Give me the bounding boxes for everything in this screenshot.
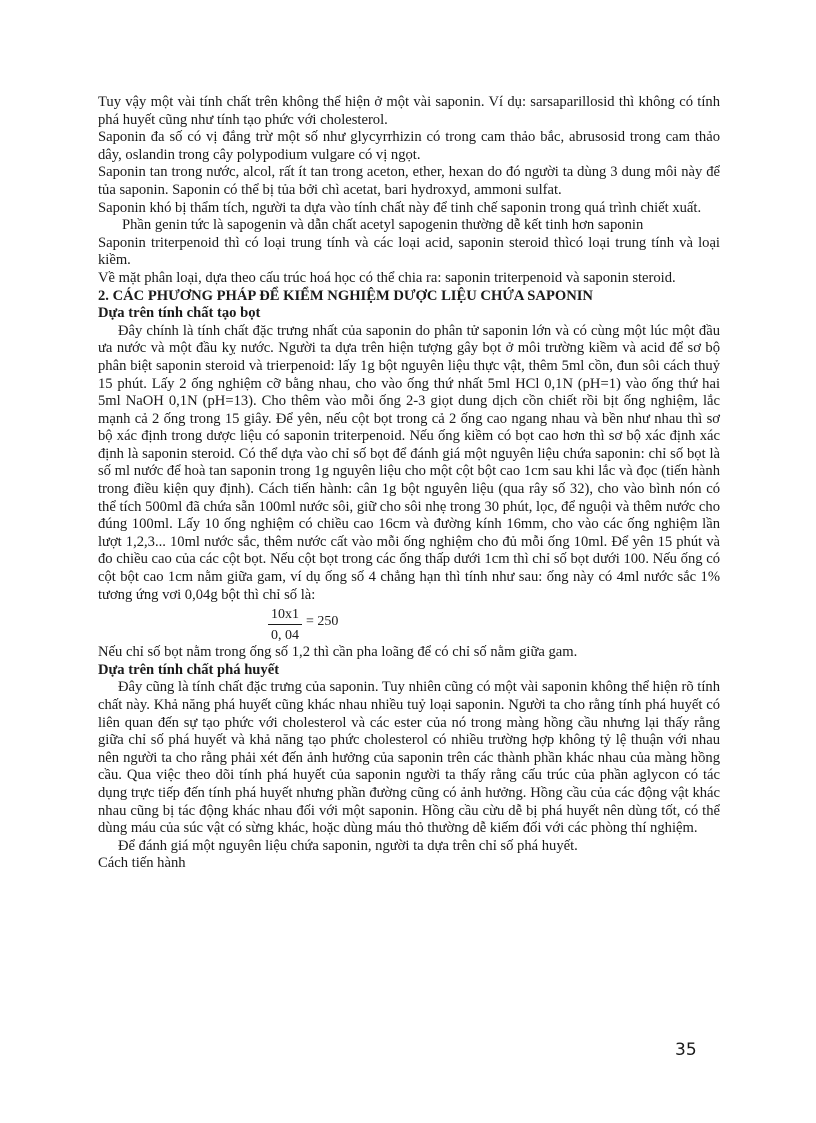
formula-result: = 250	[306, 614, 339, 630]
paragraph-genin: Phần genin tức là sapogenin và dẫn chất acetyl sapogenin thường dễ kết tinh hơn saponin	[122, 217, 644, 234]
section-heading: 2. CÁC PHƯƠNG PHÁP ĐỂ KIỂM NGHIỆM DƯỢC LIỆU CHỨA SAPONIN	[98, 287, 593, 304]
paragraph-exceptions: Tuy vậy một vài tính chất trên không thể hiện ở một vài saponin. Ví dụ: sarsaparillosid thì không có tính phá huyết cũng như tính tạo phức với cholesterol.	[98, 94, 720, 128]
paragraph-classification: Về mặt phân loại, dựa theo cấu trúc hoá học có thể chia ra: saponin triterpenoid và saponin steroid.	[98, 269, 676, 286]
formula-fraction	[268, 606, 302, 644]
page-number: 35	[675, 1040, 697, 1060]
paragraph-hemolysis: Đây cũng là tính chất đặc trưng của saponin. Tuy nhiên cũng có một vài saponin không thể hiện rõ tính chất này. Khả năng phá huyết cũng khác nhau nhiều tuỷ loại saponin. Người ta cho rằng tính phá huyết có liên quan đến sự tạo phức với cholesterol và các ester của nó trong màng hồng cầu nhưng lại thấy rằng giữa chỉ số phá huyết và khả năng tạo phức cholesterol có nhiều trường hợp không tỷ lệ thuận với nhau nên người ta cho rằng phải xét đến ảnh hưởng của saponin trên các thành phần khác nhau của màng hồng cầu. Qua việc theo dõi tính phá huyết của saponin người ta thấy rằng cấu trúc của phần aglycon có tác dụng trực tiếp đến tính phá huyết nhưng phần đường cũng có ảnh hưởng. Hồng cầu của các động vật khác nhau cũng bị tác động khác nhau đối với một saponin. Hồng cầu cừu dễ bị phá huyết nên dùng tốt, có thể dùng máu của súc vật có sừng khác, hoặc dùng máu thỏ thường dễ kiếm đối với các phòng thí nghiệm.	[98, 679, 720, 837]
paragraph-taste: Saponin đa số có vị đắng trừ một số như glycyrrhizin có trong cam thảo bắc, abrusosid trong cam thảo dây, oslandin trong cây polypodium vulgare có vị ngọt.	[98, 129, 720, 163]
formula-numerator: 10x1	[268, 606, 302, 625]
paragraph-solubility: Saponin tan trong nước, alcol, rất ít tan trong aceton, ether, hexan do đó người ta dùng 3 dung môi này để tủa saponin. Saponin có thể bị tủa bởi chì acetat, bari hydroxyd, ammoni sulfat.	[98, 164, 720, 198]
paragraph-evaluate: Để đánh giá một nguyên liệu chứa saponin, người ta dựa trên chỉ số phá huyết.	[118, 837, 578, 854]
foam-index-formula	[98, 604, 720, 644]
subheading-hemolysis: Dựa trên tính chất phá huyết	[98, 661, 280, 678]
paragraph-procedure: Cách tiến hành	[98, 855, 186, 872]
subheading-foam: Dựa trên tính chất tạo bọt	[98, 305, 261, 322]
paragraph-foam-method: Đây chính là tính chất đặc trưng nhất của saponin do phân tử saponin lớn và có cùng một lúc một đầu ưa nước và một đầu kỵ nước. Người ta dựa trên hiện tượng gây bọt ở môi trường kiềm và acid để sơ bộ phân biệt saponin steroid và trierpenoid: lấy 1g bột nguyên liệu thực vật, thêm 5ml cồn, đun sôi cách thuỷ 15 phút. Lấy 2 ống nghiệm cỡ bằng nhau, cho vào ống thứ nhất 5ml HCl 0,1N (pH=1) vào ống thứ hai 5ml NaOH 0,1N (pH=13). Cho thêm vào mỗi ống 2-3 giọt dung dịch cồn chiết rồi bịt ống nghiệm, lắc mạnh cả 2 ống trong 15 giây. Để yên, nếu cột bọt trong cả 2 ống cao ngang nhau và bền như nhau thì sơ bộ xác định trong dược liệu có saponin triterpenoid. Nếu ống kiềm có bọt cao hơn thì sơ bộ xác định xác định là saponin steroid. Có thể dựa vào chỉ số bọt để đánh giá một nguyên liệu chứa saponin: chỉ số bọt là số ml nước để hoà tan saponin trong 1g nguyên liệu cho một cột bột cao 1cm sau khi lắc và đọc (tiến hành trong điều kiện quy định). Cách tiến hành: cân 1g bột nguyên liệu (qua rây số 32), cho vào bình nón có thể tích 500ml đã chứa sẵn 100ml nước sôi, giữ cho sôi nhẹ trong 30 phút, lọc, để nguội và thêm nước cho đúng 100ml. Lấy 10 ống nghiệm có chiều cao 16cm và đường kính 16mm, cho vào các ống nghiệm lần lượt 1,2,3... 10ml nước sắc, thêm nước cất vào mỗi ống nghiệm cho đủ mỗi ống 10ml. Để yên 15 phút và đo chiều cao của các cột bọt. Nếu cột bọt trong các ống thấp dưới 1cm thì chỉ số bọt dưới 100. Nếu ống có cột bột cao 1cm nằm giữa gam, ví dụ ống số 4 chẳng hạn thì tính như sau: ống này có 4ml nước sắc 1% tương ứng vơi 0,04g bột thì chỉ số là:	[98, 322, 720, 603]
paragraph-dilute: Nếu chỉ số bọt nằm trong ống số 1,2 thì cần pha loãng để có chỉ số nằm giữa gam.	[98, 644, 578, 661]
document-body	[98, 94, 720, 873]
paragraph-triterpenoid: Saponin triterpenoid thì có loại trung tính và các loại acid, saponin steroid thìcó loại trung tính và loại kiềm.	[98, 234, 720, 269]
formula-denominator: 0, 04	[271, 628, 299, 644]
paragraph-dialysis: Saponin khó bị thẩm tích, người ta dựa vào tính chất này để tinh chế saponin trong quá trình chiết xuất.	[98, 199, 702, 216]
